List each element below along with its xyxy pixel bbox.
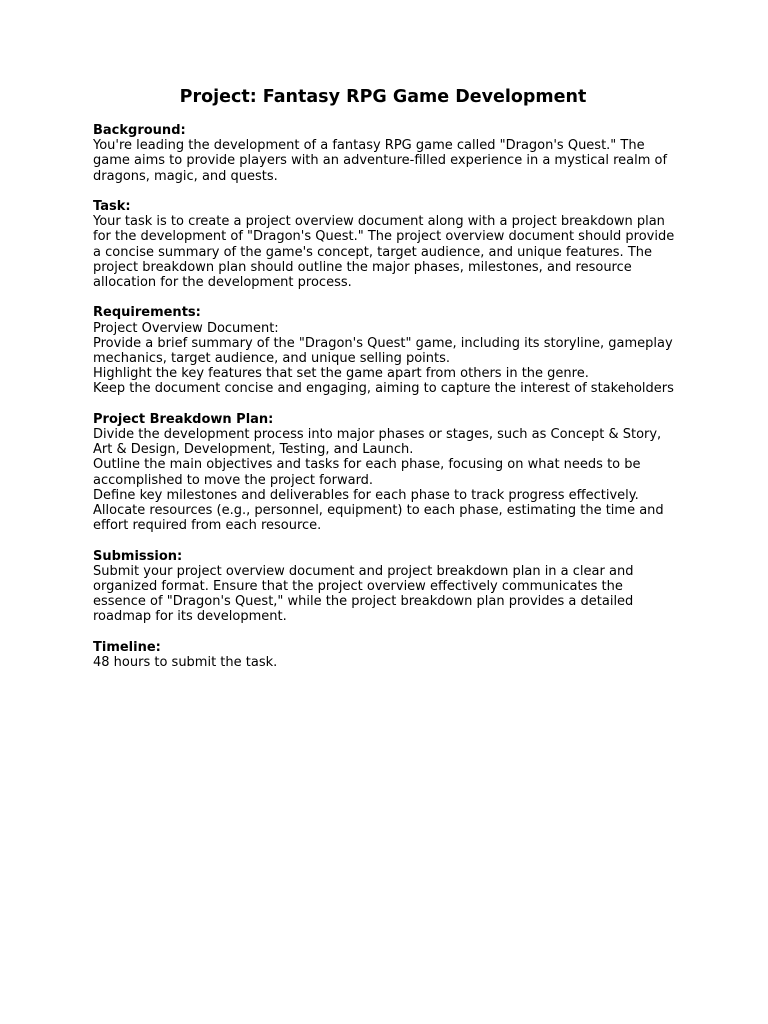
text-line: essence of "Dragon's Quest," while the project breakdown plan provides a detailed	[93, 594, 634, 610]
page-title: Project: Fantasy RPG Game Development	[179, 87, 587, 107]
text-line: You're leading the development of a fantasy RPG game called "Dragon's Quest." The	[93, 138, 645, 154]
text-line: Outline the main objectives and tasks for each phase, focusing on what needs to be	[93, 457, 641, 473]
document-body	[93, 123, 683, 670]
section-timeline	[93, 640, 683, 670]
section-heading: Background:	[93, 123, 186, 138]
text-line: Keep the document concise and engaging, aiming to capture the interest of stakeholders	[93, 381, 674, 397]
text-line: project breakdown plan should outline the major phases, milestones, and resource	[93, 259, 632, 275]
text-line: Highlight the key features that set the game apart from others in the genre.	[93, 366, 589, 382]
text-line: Define key milestones and deliverables for each phase to track progress effectively.	[93, 487, 639, 503]
text-line: game aims to provide players with an adventure-filled experience in a mystical realm of	[93, 153, 668, 169]
text-line: organized format. Ensure that the project overview effectively communicates the	[93, 579, 623, 595]
text-line: mechanics, target audience, and unique selling points.	[93, 351, 451, 367]
text-line: 48 hours to submit the task.	[93, 655, 278, 671]
text-line: Allocate resources (e.g., personnel, equipment) to each phase, estimating the time and	[93, 503, 664, 519]
text-line: Submit your project overview document and project breakdown plan in a clear and	[93, 563, 634, 579]
section-heading: Submission:	[93, 548, 183, 564]
text-line: Project Overview Document:	[93, 320, 279, 336]
section-requirements	[93, 305, 683, 396]
section-submission	[93, 549, 683, 625]
text-line: Provide a brief summary of the "Dragon's Quest" game, including its storyline, gameplay	[93, 335, 673, 351]
section-project-breakdown-plan	[93, 412, 683, 534]
text-line: a concise summary of the game's concept, target audience, and unique features. The	[93, 244, 652, 260]
section-heading: Requirements:	[93, 305, 201, 321]
section-heading: Timeline:	[93, 639, 161, 655]
text-line: effort required from each resource.	[93, 518, 322, 534]
text-line: Your task is to create a project overview document along with a project breakdown plan	[93, 214, 665, 230]
section-heading: Task:	[93, 199, 131, 214]
text-line: for the development of "Dragon's Quest." The project overview document should provide	[93, 229, 675, 245]
text-line: accomplished to move the project forward.	[93, 472, 374, 488]
text-line: Divide the development process into major phases or stages, such as Concept & Story,	[93, 427, 662, 443]
section-task	[93, 199, 683, 290]
document-page	[93, 86, 683, 685]
text-line: roadmap for its development.	[93, 609, 287, 625]
text-line: allocation for the development process.	[93, 275, 352, 291]
section-background	[93, 123, 683, 184]
section-heading: Project Breakdown Plan:	[93, 411, 274, 427]
text-line: Art & Design, Development, Testing, and Launch.	[93, 442, 414, 458]
text-line: dragons, magic, and quests.	[93, 168, 278, 184]
